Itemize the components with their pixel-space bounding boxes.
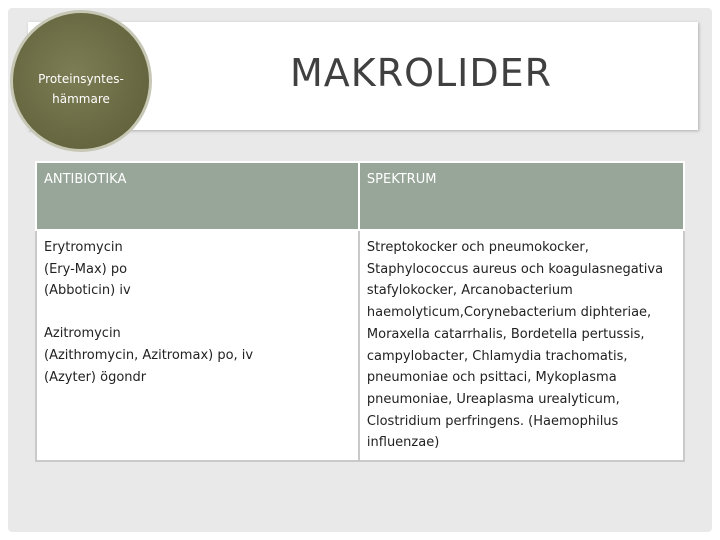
drug-erytromycin — [44, 237, 351, 302]
table-row — [36, 230, 684, 461]
drug-brand: (Azithromycin, Azitromax) po, iv — [44, 347, 254, 363]
category-badge — [10, 10, 152, 152]
drug-name: Azitromycin — [44, 326, 121, 342]
badge-text — [13, 69, 149, 109]
drug-name: Erytromycin — [44, 240, 123, 255]
drug-brand: (Ery-Max) po — [44, 261, 128, 277]
spectrum-text: Streptokocker och pneumokocker, Staphylococcus aureus och koagulasnegativa stafylokocker, Arcanobacterium haemolyticum,Corynebacterium diphteriae, Moraxella catarrhalis, Bordetella pertussis, campylobacter, Chlamydia trachomatis, pneumoniae och psittaci, Mykoplasma pneumoniae, Ureaplasma urealyticum, Clostridium perfringens. (Haemophilus influenzae) — [366, 240, 664, 451]
badge-line-1: Proteinsyntes- — [38, 72, 124, 86]
drug-brand: (Azyter) ögondr — [44, 369, 147, 385]
spectrum-cell — [359, 230, 684, 461]
antibiotics-cell — [36, 230, 359, 461]
table-header-row — [36, 162, 684, 230]
drug-azitromycin — [44, 323, 351, 388]
drug-brand: (Abboticin) iv — [44, 283, 131, 299]
slide-title: MAKROLIDER — [290, 51, 553, 95]
header-spektrum: SPEKTRUM — [359, 162, 684, 230]
header-antibiotika: ANTIBIOTIKA — [36, 162, 359, 230]
antibiotics-table — [35, 161, 685, 462]
badge-line-2: hämmare — [52, 92, 110, 106]
